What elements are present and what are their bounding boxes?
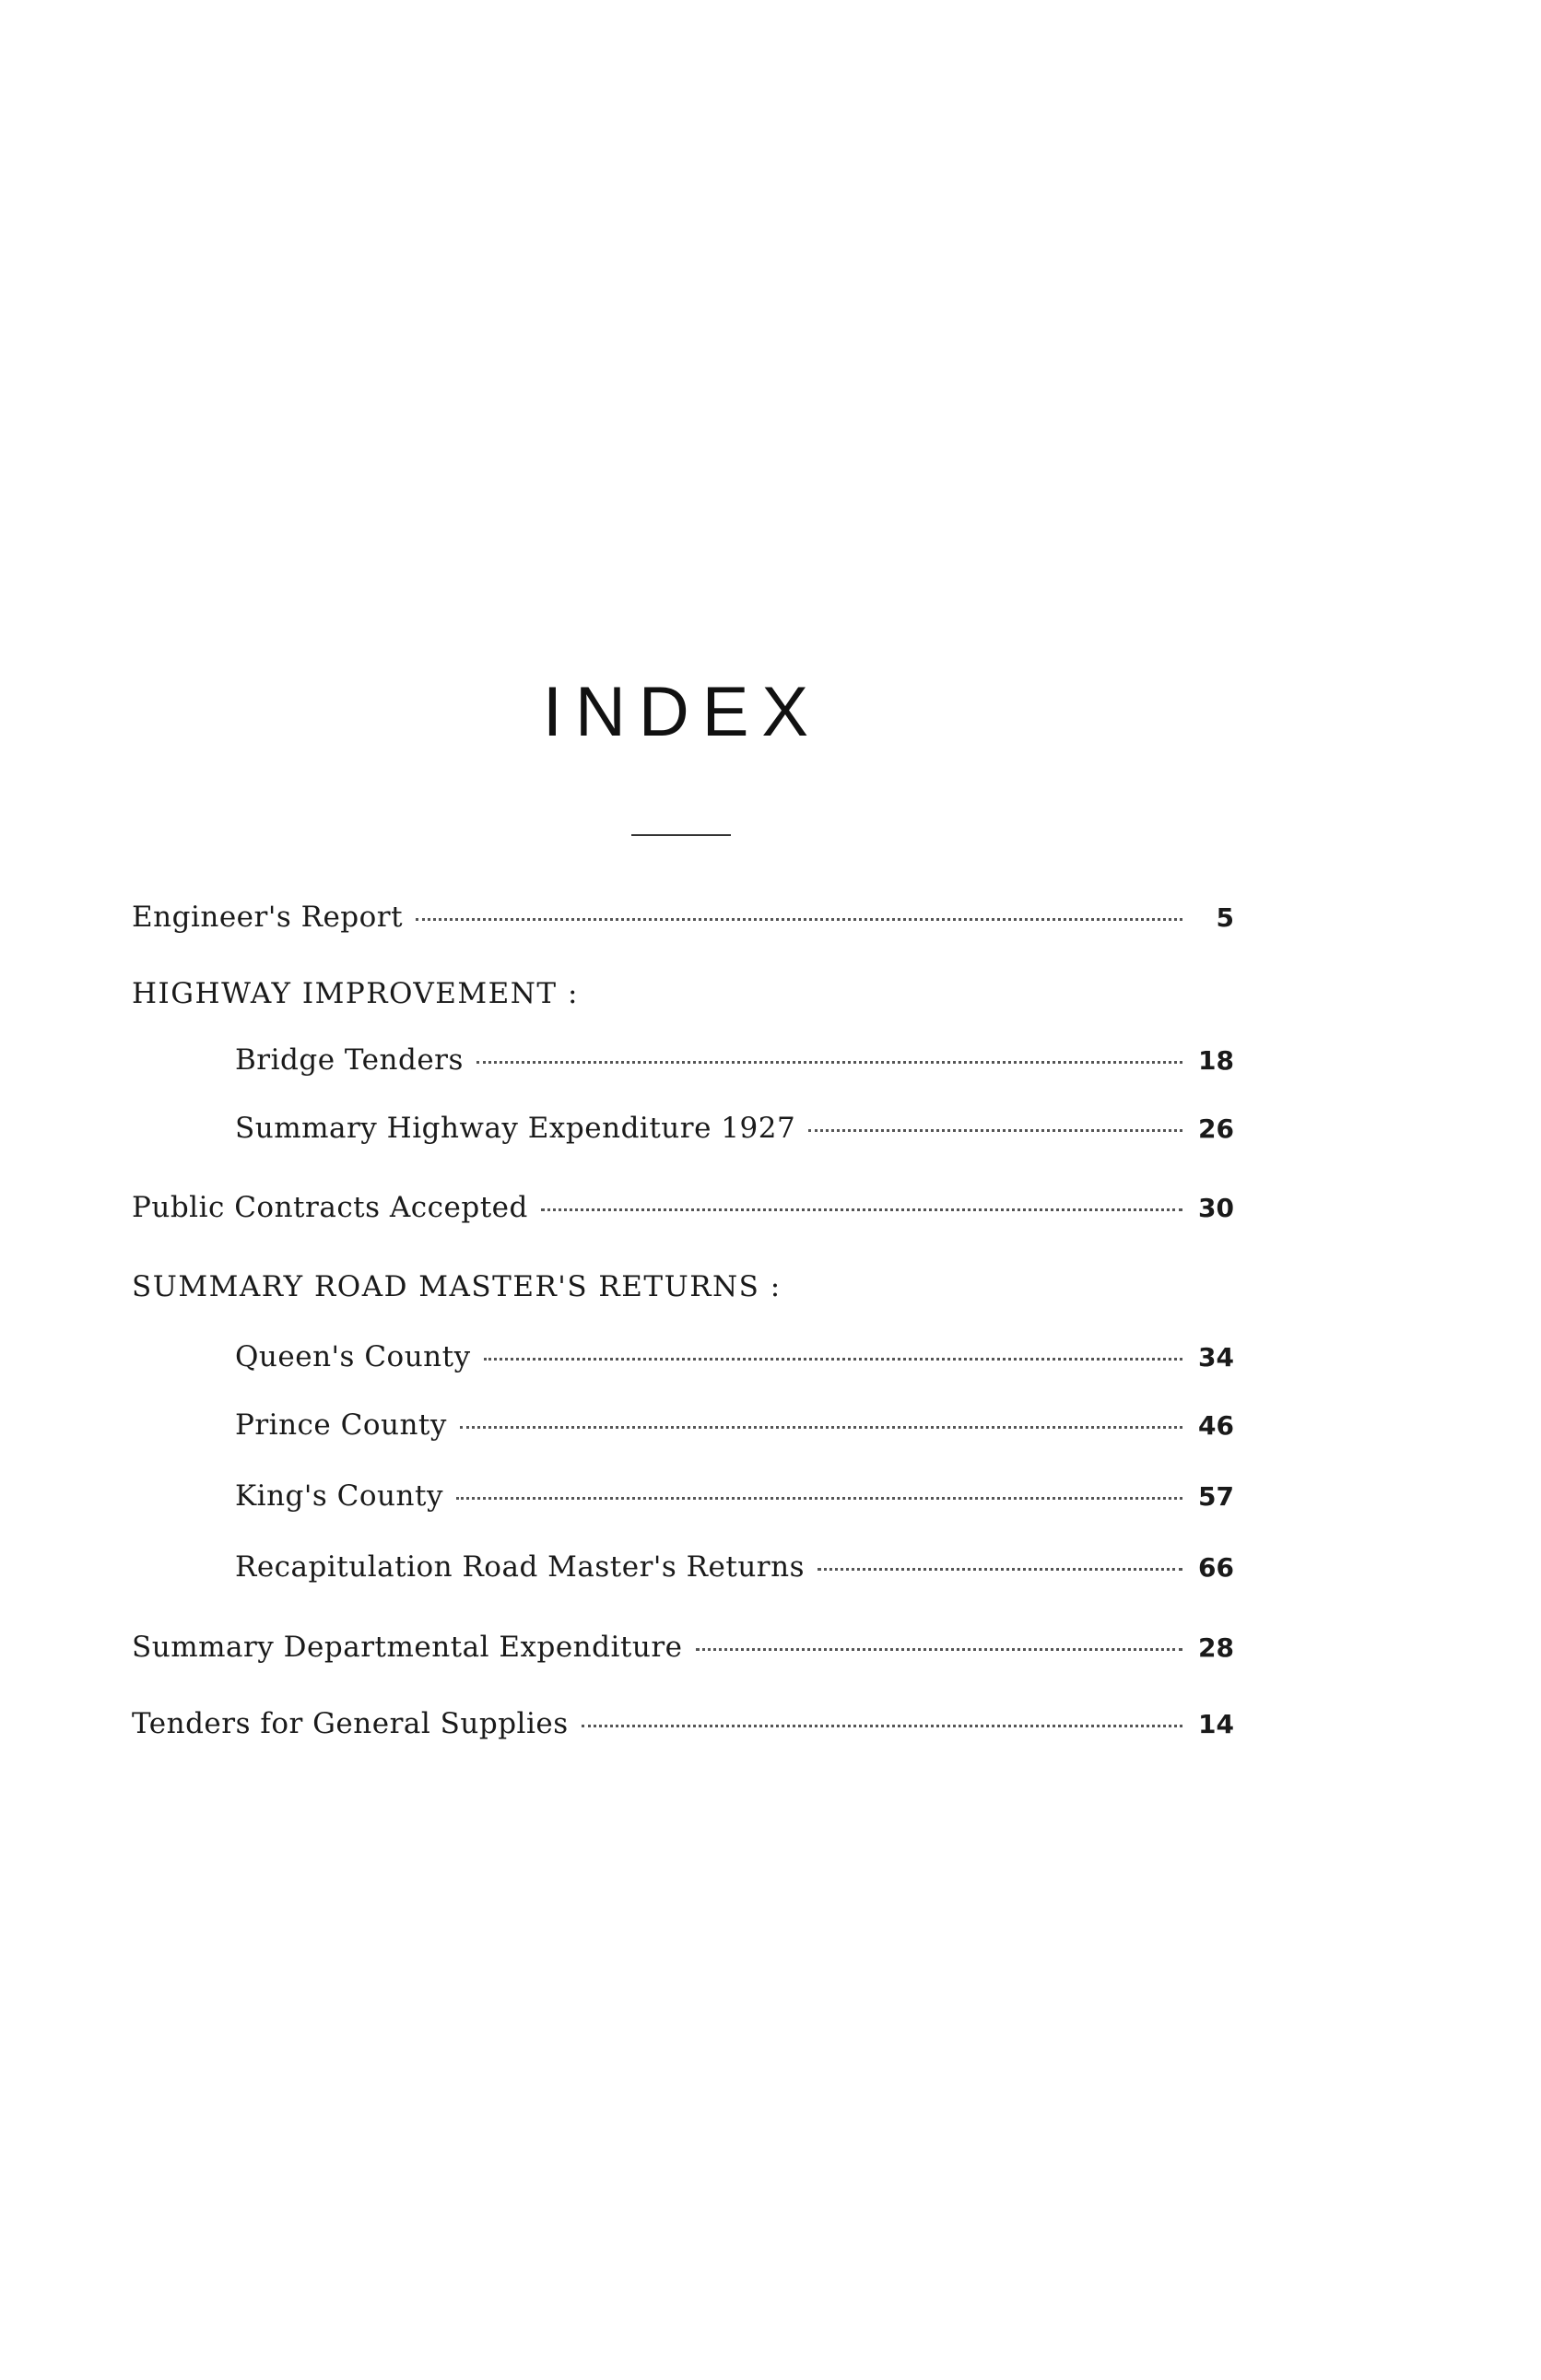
entry-label: Queen's County [235, 1340, 471, 1373]
leader-dots [460, 1422, 1182, 1429]
leader-dots [541, 1205, 1182, 1211]
entry-page-number: 57 [1198, 1481, 1234, 1512]
entry-page-number: 26 [1198, 1113, 1234, 1144]
entry-label: Recapitulation Road Master's Returns [235, 1550, 805, 1584]
entry-label: Tenders for General Supplies [132, 1707, 569, 1740]
index-entry-public-contracts [132, 1189, 1234, 1227]
index-entry-engineers-report [132, 899, 1234, 937]
leader-dots [818, 1564, 1182, 1571]
entry-page-number: 34 [1198, 1342, 1234, 1373]
entry-page-number: 66 [1198, 1552, 1234, 1583]
section-heading-highway-improvement: HIGHWAY IMPROVEMENT : [132, 977, 579, 1010]
leader-dots [476, 1057, 1182, 1064]
leader-dots [582, 1721, 1182, 1727]
entry-label: Public Contracts Accepted [132, 1191, 528, 1224]
index-entry-prince-county [235, 1407, 1234, 1444]
index-entry-kings-county [235, 1478, 1234, 1515]
entry-page-number: 5 [1216, 902, 1234, 933]
entry-page-number: 14 [1198, 1709, 1234, 1739]
title-divider [631, 834, 731, 836]
entry-label: Summary Highway Expenditure 1927 [235, 1112, 796, 1145]
leader-dots [484, 1354, 1182, 1361]
section-heading-road-masters-returns: SUMMARY ROAD MASTER'S RETURNS : [132, 1270, 782, 1303]
entry-label: King's County [235, 1479, 443, 1513]
index-entry-departmental-expenditure [132, 1629, 1234, 1667]
leader-dots [808, 1125, 1182, 1132]
entry-page-number: 30 [1198, 1193, 1234, 1223]
entry-label: Prince County [235, 1408, 447, 1442]
entry-page-number: 46 [1198, 1410, 1234, 1441]
leader-dots [416, 914, 1182, 921]
index-entry-queens-county [235, 1338, 1234, 1376]
index-entry-recapitulation [235, 1549, 1234, 1586]
page-title: INDEX [542, 673, 822, 751]
index-entry-summary-highway-expenditure [235, 1110, 1234, 1148]
entry-label: Engineer's Report [132, 901, 404, 934]
index-entry-bridge-tenders [235, 1042, 1234, 1079]
entry-label: Summary Departmental Expenditure [132, 1631, 683, 1664]
entry-page-number: 18 [1198, 1045, 1234, 1076]
entry-page-number: 28 [1198, 1632, 1234, 1663]
leader-dots [696, 1644, 1183, 1651]
leader-dots [456, 1493, 1182, 1500]
entry-label: Bridge Tenders [235, 1043, 464, 1077]
index-entry-general-supplies [132, 1705, 1234, 1743]
